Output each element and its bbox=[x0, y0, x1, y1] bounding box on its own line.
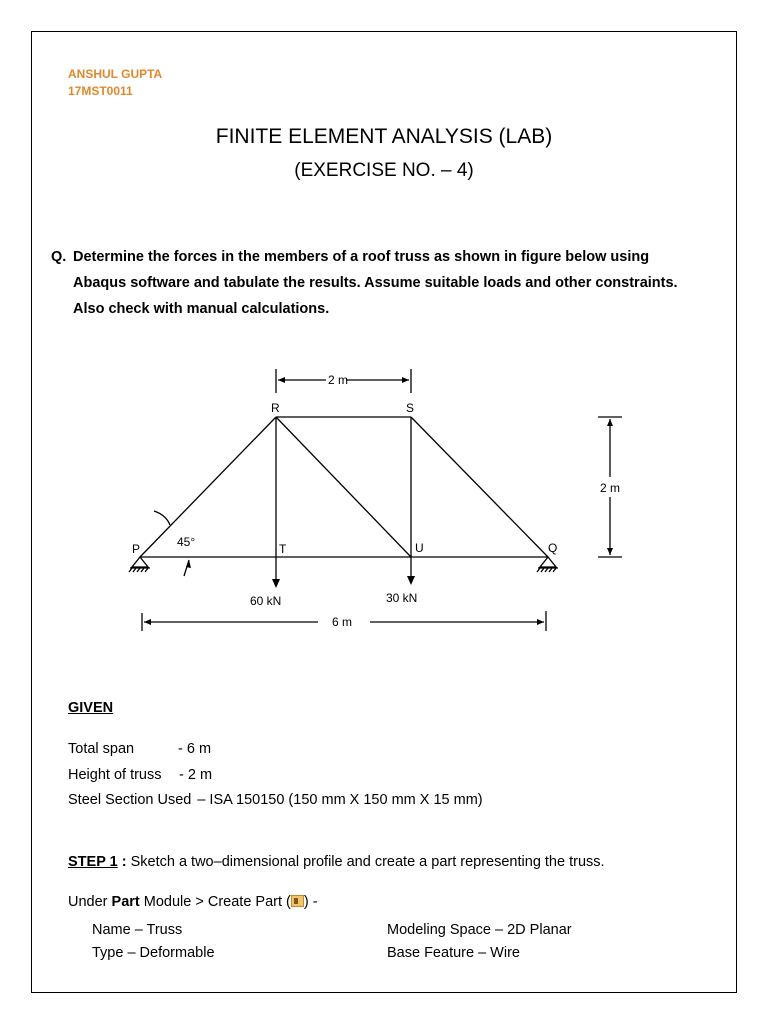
question-label: Q. bbox=[51, 249, 67, 265]
dim-top-arrow-left bbox=[278, 377, 285, 383]
param-base-feature: Base Feature – Wire bbox=[387, 945, 520, 961]
load-arrowhead-t bbox=[272, 579, 280, 588]
given-steel-label: Steel Section Used bbox=[68, 792, 192, 808]
given-height-label: Height of truss bbox=[68, 766, 162, 783]
step-1 bbox=[68, 854, 605, 870]
member-pr bbox=[140, 417, 276, 557]
angle-arrowhead bbox=[186, 560, 191, 568]
given-total-span bbox=[68, 737, 483, 763]
question-line-3: Also check with manual calculations. bbox=[73, 301, 330, 317]
part-module-name: Part bbox=[111, 894, 140, 910]
dim-height-arrow-bottom bbox=[607, 548, 613, 555]
step-1-text: Sketch a two–dimensional profile and create a part representing the truss. bbox=[130, 854, 605, 870]
load-label-t: 60 kN bbox=[250, 594, 282, 608]
load-label-u: 30 kN bbox=[386, 591, 418, 605]
step-1-colon: : bbox=[121, 854, 127, 870]
given-steel bbox=[68, 788, 483, 814]
truss-figure bbox=[120, 355, 640, 640]
member-ru bbox=[276, 417, 411, 557]
question-line-2: Abaqus software and tabulate the results. Assume suitable loads and other constraints. bbox=[73, 275, 678, 291]
params-right bbox=[387, 919, 572, 965]
author-id: 17MST0011 bbox=[68, 84, 133, 98]
part-prefix: Under bbox=[68, 894, 112, 910]
part-suffix: ) - bbox=[303, 894, 318, 910]
given-list bbox=[68, 737, 483, 814]
given-height bbox=[68, 763, 483, 789]
create-part-icon bbox=[291, 895, 304, 907]
given-total-span-label: Total span bbox=[68, 741, 135, 757]
node-label-t: T bbox=[279, 542, 287, 556]
node-label-u: U bbox=[415, 541, 424, 555]
member-sq bbox=[411, 417, 548, 557]
node-label-s: S bbox=[406, 401, 415, 415]
node-label-q: Q bbox=[548, 541, 558, 555]
page-title: FINITE ELEMENT ANALYSIS (LAB) bbox=[215, 125, 553, 148]
angle-mark-upper bbox=[154, 511, 170, 525]
param-type: Type – Deformable bbox=[92, 945, 215, 961]
node-label-r: R bbox=[271, 401, 280, 415]
dim-top-arrow-right bbox=[402, 377, 409, 383]
given-total-span-value: - 6 m bbox=[178, 741, 212, 757]
truss-diagram bbox=[120, 355, 640, 640]
page-subtitle: (EXERCISE NO. – 4) bbox=[294, 160, 474, 181]
dim-height-arrow-top bbox=[607, 419, 613, 426]
dim-span-arrow-right bbox=[537, 619, 544, 625]
given-heading: GIVEN bbox=[68, 700, 114, 716]
param-name: Name – Truss bbox=[92, 922, 183, 938]
dim-span-label: 6 m bbox=[332, 615, 353, 629]
dim-span-arrow-left bbox=[144, 619, 151, 625]
question bbox=[51, 244, 731, 322]
author-block bbox=[68, 66, 162, 100]
dim-top-label: 2 m bbox=[328, 373, 349, 387]
param-modeling-space: Modeling Space – 2D Planar bbox=[387, 922, 572, 938]
question-text bbox=[51, 244, 731, 322]
load-arrowhead-u bbox=[407, 576, 415, 585]
author-name: ANSHUL GUPTA bbox=[68, 67, 163, 81]
dim-height-label: 2 m bbox=[600, 481, 621, 495]
angle-label: 45° bbox=[177, 535, 196, 549]
step-1-label: STEP 1 bbox=[68, 854, 118, 870]
params-left bbox=[92, 919, 215, 965]
support-q bbox=[540, 557, 556, 567]
given-steel-value: – ISA 150150 (150 mm X 150 mm X 15 mm) bbox=[197, 792, 483, 808]
part-module-line bbox=[68, 894, 318, 910]
given-height-value: - 2 m bbox=[179, 766, 213, 783]
question-line-1: Determine the forces in the members of a roof truss as shown in figure below using bbox=[73, 249, 650, 265]
support-p bbox=[132, 557, 148, 567]
node-label-p: P bbox=[132, 542, 141, 556]
part-mid: Module > Create Part ( bbox=[139, 894, 291, 910]
